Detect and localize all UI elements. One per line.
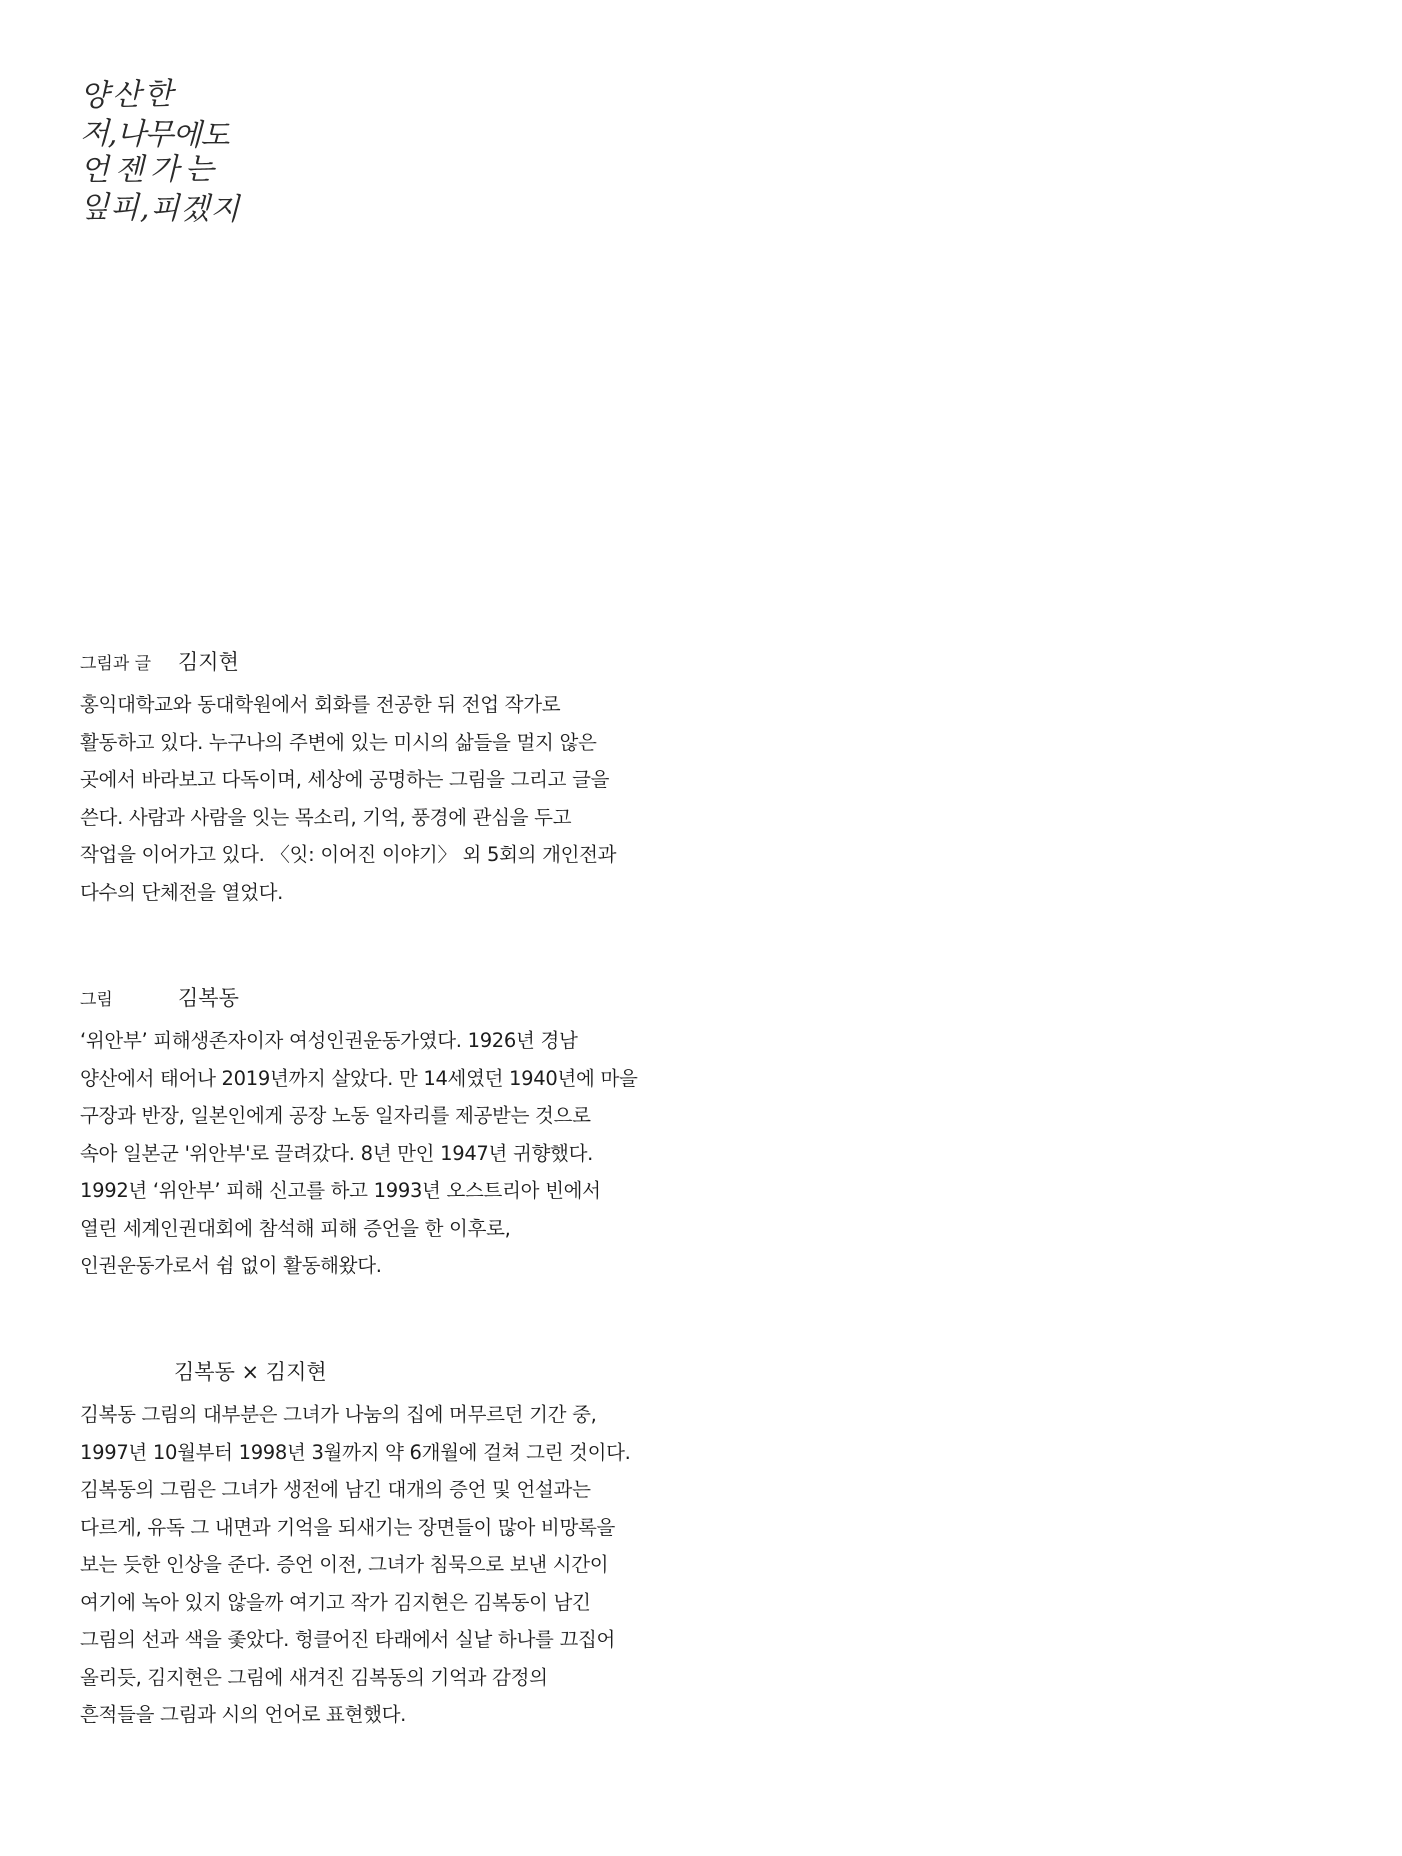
paragraph-line: 1997년 10월부터 1998년 3월까지 약 6개월에 걸쳐 그린 것이다. — [80, 1440, 631, 1464]
bio-line: 다수의 단체전을 열었다. — [80, 880, 284, 904]
author-bio — [80, 686, 720, 911]
paragraph-line: 올리듯, 김지현은 그림에 새겨진 김복동의 기억과 감정의 — [80, 1665, 548, 1689]
paragraph-line: 김복동 그림의 대부분은 그녀가 나눔의 집에 머무르던 기간 중, — [80, 1403, 597, 1426]
bio-line: 작업을 이어가고 있다. 〈잇: 이어진 이야기〉 외 5회의 개인전과 — [80, 843, 617, 866]
bio-line: 곳에서 바라보고 다독이며, 세상에 공명하는 그림을 그리고 글을 — [80, 768, 610, 791]
bio-line: ‘위안부’ 피해생존자이자 여성인권운동가였다. 1926년 경남 — [80, 1029, 578, 1052]
bio-line: 1992년 ‘위안부’ 피해 신고를 하고 1993년 오스트리아 빈에서 — [80, 1179, 601, 1202]
painter-role-label: 그림 — [80, 990, 113, 1010]
bio-line: 인권운동가로서 쉼 없이 활동해왔다. — [80, 1254, 382, 1277]
author-name: 김지현 — [178, 650, 239, 674]
calligraphy-line: 저,나무에도 — [79, 116, 229, 154]
author-role-label: 그림과 글 — [80, 654, 152, 674]
author-section — [80, 646, 720, 911]
collaboration-heading — [80, 1356, 720, 1396]
calligraphy-line: 언젠가는 — [79, 151, 221, 188]
bio-line: 활동하고 있다. 누구나의 주변에 있는 미시의 삶들을 멀지 않은 — [80, 730, 597, 754]
bio-line: 양산에서 태어나 2019년까지 살았다. 만 14세였던 1940년에 마을 — [80, 1066, 638, 1090]
paragraph-line: 보는 듯한 인상을 준다. 증언 이전, 그녀가 침묵으로 보낸 시간이 — [80, 1553, 609, 1576]
collaboration-title: 김복동 × 김지현 — [174, 1360, 327, 1384]
painter-name: 김복동 — [178, 986, 239, 1010]
painter-heading — [80, 982, 720, 1022]
collaboration-section — [80, 1356, 720, 1734]
bio-line: 쓴다. 사람과 사람을 잇는 목소리, 기억, 풍경에 관심을 두고 — [80, 805, 572, 829]
author-heading — [80, 646, 720, 686]
bio-line: 속아 일본군 '위안부'로 끌려갔다. 8년 만인 1947년 귀향했다. — [80, 1141, 594, 1165]
paragraph-line: 그림의 선과 색을 좇았다. 헝클어진 타래에서 실낱 하나를 끄집어 — [80, 1628, 616, 1651]
handwritten-calligraphy — [80, 78, 260, 226]
painter-bio — [80, 1022, 720, 1285]
paragraph-line: 여기에 녹아 있지 않을까 여기고 작가 김지현은 김복동이 남긴 — [80, 1590, 591, 1614]
bio-line: 구장과 반장, 일본인에게 공장 노동 일자리를 제공받는 것으로 — [80, 1104, 591, 1127]
paragraph-line: 다르게, 유독 그 내면과 기억을 되새기는 장면들이 많아 비망록을 — [80, 1515, 616, 1539]
paragraph-line: 흔적들을 그림과 시의 언어로 표현했다. — [80, 1703, 407, 1726]
calligraphy-line: 잎피,피겠지 — [79, 190, 241, 228]
calligraphy-line: 양산한 — [79, 76, 177, 114]
collaboration-text — [80, 1396, 720, 1734]
bio-line: 열린 세계인권대회에 참석해 피해 증언을 한 이후로, — [80, 1216, 511, 1240]
bio-line: 홍익대학교와 동대학원에서 회화를 전공한 뒤 전업 작가로 — [80, 693, 561, 716]
paragraph-line: 김복동의 그림은 그녀가 생전에 남긴 대개의 증언 및 언설과는 — [80, 1478, 591, 1501]
painter-section — [80, 982, 720, 1285]
